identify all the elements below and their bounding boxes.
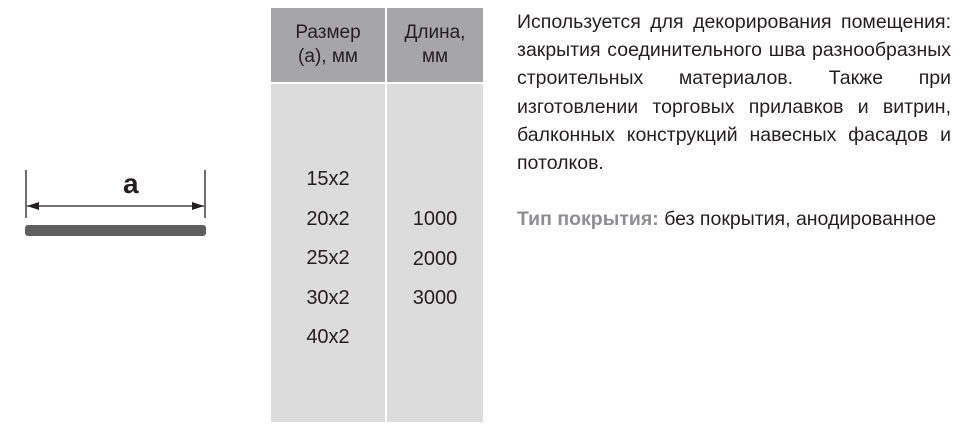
coating-line — [517, 205, 936, 233]
length-header-line2: мм — [421, 46, 449, 67]
description-text: Используется для декорирования помещения: закрытия соединительного шва разнообразных строительных материалов. Также при изготовлении торговых прилавков и витрин, балконных конструкций навесных фасадов и потолков. — [517, 11, 951, 175]
coating-value: без покрытия, анодированное — [664, 208, 937, 230]
size-header — [271, 8, 385, 82]
length-value: 1000 — [412, 208, 458, 230]
profile-strip — [25, 225, 206, 236]
length-header — [387, 8, 483, 82]
profile-drawing — [20, 168, 215, 243]
length-list — [387, 200, 483, 319]
length-value: 2000 — [412, 247, 458, 270]
size-value: 20x2 — [306, 207, 350, 230]
length-value: 3000 — [412, 287, 458, 309]
size-body — [271, 84, 385, 422]
dimension-label: a — [123, 168, 138, 199]
coating-label: Тип покрытия: — [517, 208, 659, 230]
length-body — [387, 84, 483, 422]
length-column — [387, 8, 483, 422]
spec-table — [271, 8, 483, 422]
size-header-line2: (a), мм — [298, 46, 358, 67]
size-header-line1: Размер — [295, 22, 361, 43]
size-value: 15x2 — [306, 168, 350, 190]
size-value: 30x2 — [306, 286, 350, 309]
size-column — [271, 8, 385, 422]
size-value: 40x2 — [306, 326, 350, 348]
size-list — [271, 160, 385, 358]
length-header-line1: Длина, — [404, 22, 466, 43]
size-value: 25x2 — [306, 247, 350, 269]
